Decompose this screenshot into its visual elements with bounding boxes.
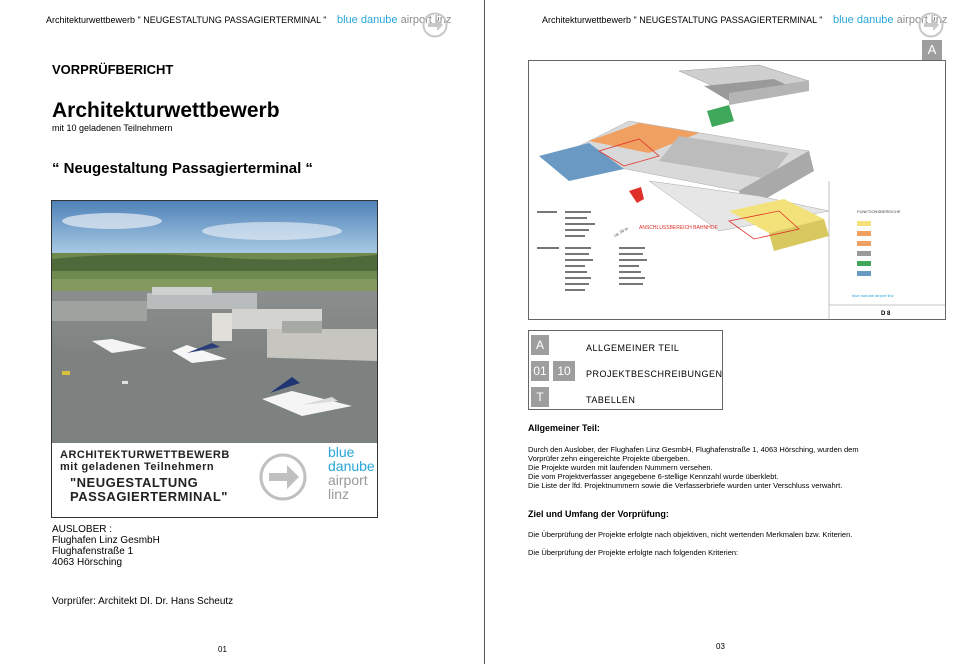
general-heading: Allgemeiner Teil: [528, 423, 600, 433]
section-row[interactable] [529, 359, 722, 385]
page-number: 01 [218, 645, 227, 654]
plan-sheet-id: D 8 [881, 311, 891, 317]
brand-blue: blue danube [832, 14, 894, 26]
header-title: Architekturwettbewerb " NEUGESTALTUNG PASSAGIERTERMINAL " [542, 15, 823, 25]
text-line: Durch den Auslober, der Flughafen Linz GesmbH, Flughafenstraße 1, 4063 Hörsching, wurden dem [528, 445, 859, 454]
terminal-plan [528, 60, 946, 320]
client-line: Flughafenstraße 1 [52, 546, 134, 557]
brand-gray: airport linz [896, 14, 948, 26]
banner-logo [328, 445, 375, 501]
section-label: PROJEKTBESCHREIBUNGEN [586, 369, 723, 379]
page-left [0, 0, 484, 664]
page-right [486, 0, 969, 664]
airport-arrow-icon [422, 12, 448, 38]
brand-blue: blue danube [336, 14, 398, 26]
banner-text [60, 449, 230, 473]
banner-line-4: PASSAGIERTERMINAL" [70, 489, 228, 504]
airport-arrow-icon [258, 452, 308, 502]
client-line: 4063 Hörsching [52, 557, 123, 568]
plan-dimension: ca. 20 m [613, 225, 629, 238]
airport-photo [52, 201, 377, 443]
banner-line-3: "NEUGESTALTUNG [70, 475, 199, 490]
text-line: Vorprüfer zehn eingereichte Projekte übergeben. [528, 454, 690, 463]
side-tab[interactable]: A [922, 40, 942, 60]
section-label: ALLGEMEINER TEIL [586, 343, 680, 353]
section-box: A [531, 335, 549, 355]
section-label: TABELLEN [586, 395, 636, 405]
section-row[interactable] [529, 385, 722, 411]
page-header [542, 14, 947, 26]
section-row[interactable] [529, 333, 722, 359]
general-text [528, 445, 958, 490]
plan-footer-logo: blue danube airport linz [852, 293, 894, 298]
brand-gray: airport linz [400, 14, 452, 26]
page-number: 03 [716, 642, 725, 651]
section-box-2: 10 [553, 361, 575, 381]
header-title: Architekturwettbewerb " NEUGESTALTUNG PASSAGIERTERMINAL " [46, 15, 327, 25]
section-box: 01 [531, 361, 549, 381]
client-line: Flughafen Linz GesmbH [52, 535, 160, 546]
legend-title: FUNKTIONSBEREICHE [857, 209, 901, 214]
banner-line-2: mit geladenen Teilnehmern [60, 461, 215, 473]
logo-word-1: blue [328, 444, 355, 460]
scope-text-2: Die Überprüfung der Projekte erfolgte nach folgenden Kriterien: [528, 548, 739, 557]
airport-arrow-icon [918, 12, 944, 38]
project-title: “ Neugestaltung Passagierterminal “ [52, 160, 313, 177]
section-index [528, 330, 723, 410]
text-line: Die Projekte wurden mit laufenden Nummern versehen. [528, 463, 713, 472]
subtitle: mit 10 geladenen Teilnehmern [52, 123, 173, 133]
plan-drawing [529, 61, 945, 319]
logo-word-3: airport [328, 472, 368, 488]
logo-word-4: linz [328, 486, 350, 502]
scope-heading: Ziel und Umfang der Vorprüfung: [528, 509, 669, 519]
plan-callout: ANSCHLUSSBEREICH BAHNHOF [639, 225, 718, 231]
scope-text-1: Die Überprüfung der Projekte erfolgte nach objektiven, nicht wertenden Merkmalen bzw. Kriterien. [528, 530, 853, 539]
main-title: Architekturwettbewerb [52, 99, 280, 122]
page-header [46, 14, 451, 26]
banner-project [70, 476, 228, 504]
text-line: Die vom Projektverfasser angegebene 6-stellige Kennzahl wurde überklebt. [528, 472, 779, 481]
page-divider [484, 0, 485, 664]
cover-banner [60, 444, 375, 511]
banner-line-1: ARCHITEKTURWETTBEWERB [60, 449, 230, 461]
client-label: AUSLOBER : [52, 524, 113, 535]
text-line: Die Liste der lfd. Projektnummern sowie die Verfasserbriefe wurden unter Verschluss verwahrt. [528, 481, 843, 490]
logo-word-2: danube [328, 458, 375, 474]
examiner: Vorprüfer: Architekt DI. Dr. Hans Scheutz [52, 596, 234, 607]
doc-type: VORPRÜFBERICHT [52, 62, 174, 77]
client-block [52, 524, 160, 568]
section-box: T [531, 387, 549, 407]
cover-image [51, 200, 378, 518]
